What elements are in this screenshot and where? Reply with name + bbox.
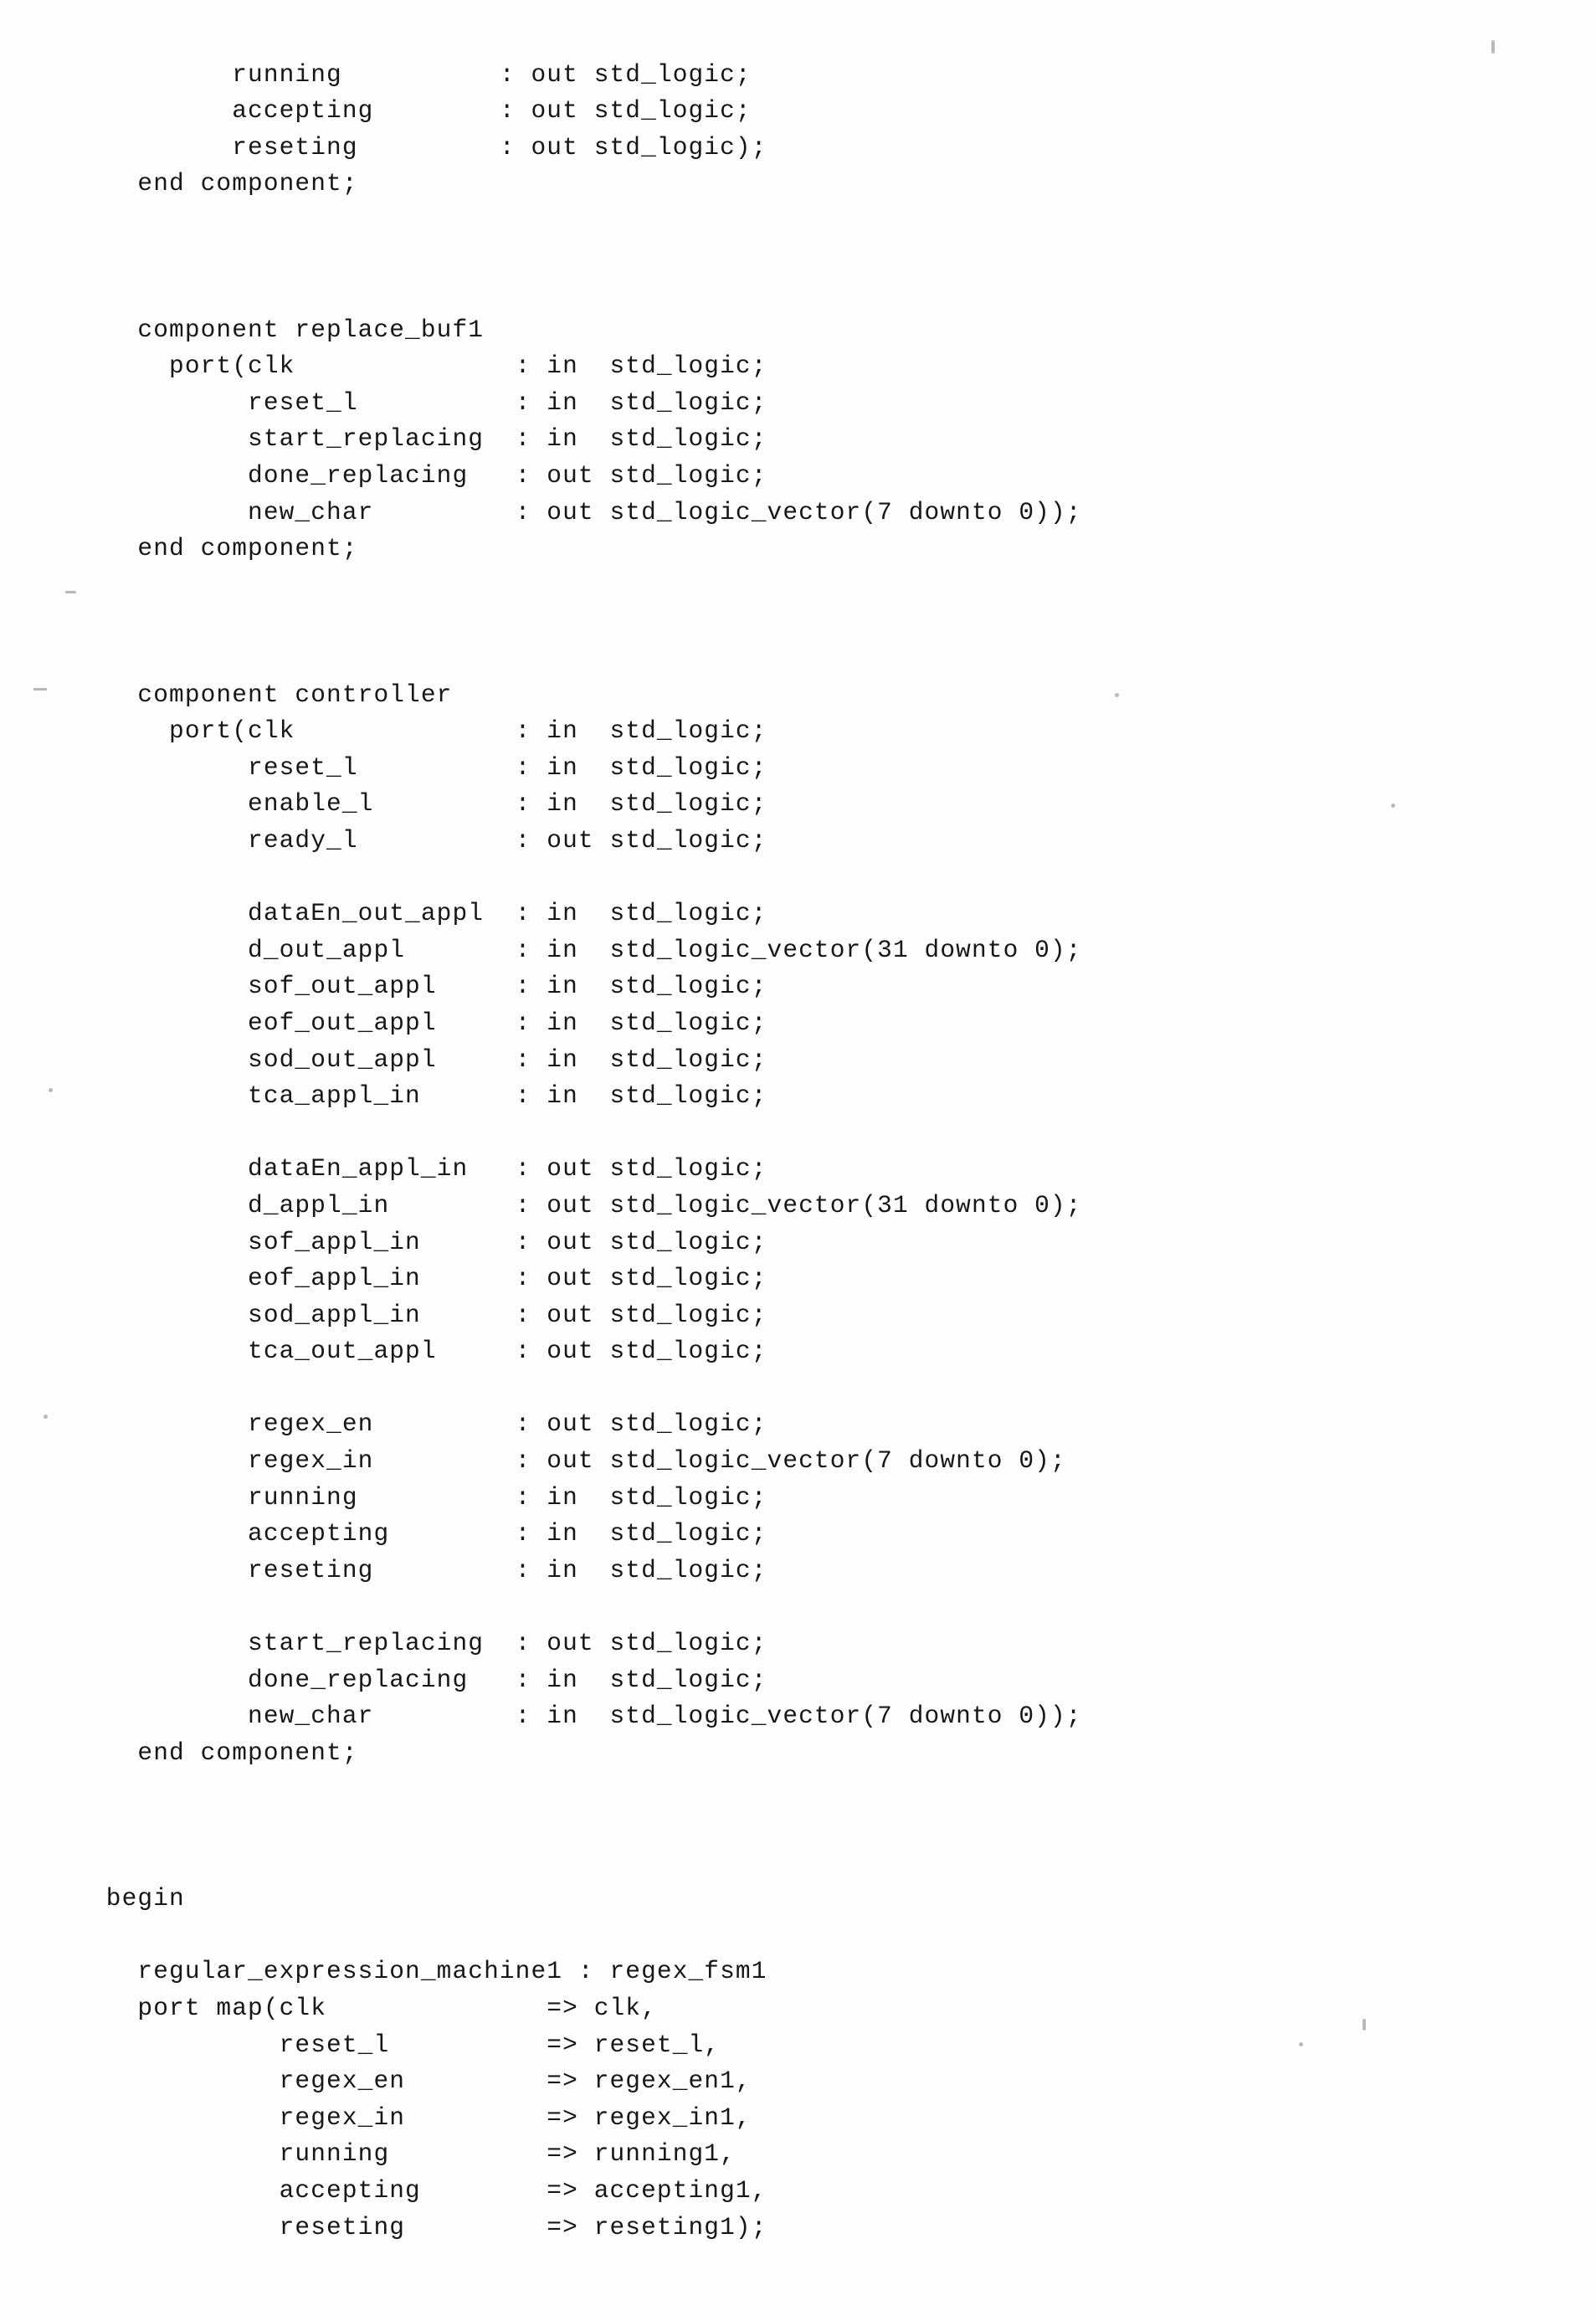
code-line: reseting => reseting1); — [90, 2212, 767, 2241]
code-line — [90, 603, 1513, 640]
code-line: eof_out_appl : in std_logic; — [90, 1008, 767, 1037]
code-line — [90, 1918, 1513, 1954]
code-line: running => running1, — [90, 2139, 736, 2169]
code-line: sof_out_appl : in std_logic; — [90, 972, 767, 1001]
code-line: start_replacing : in std_logic; — [90, 424, 767, 454]
code-line — [90, 1808, 1513, 1845]
code-line: reset_l => reset_l, — [90, 2030, 721, 2059]
code-line: port map(clk => clk, — [90, 1993, 657, 2022]
code-line — [90, 1771, 1513, 1808]
code-line: d_out_appl : in std_logic_vector(31 downto 0); — [90, 935, 1082, 964]
code-line: component replace_buf1 — [90, 315, 485, 344]
code-line: done_replacing : out std_logic; — [90, 461, 767, 490]
code-line — [90, 1845, 1513, 1882]
code-line: regex_en => regex_en1, — [90, 2067, 752, 2096]
code-line: port(clk : in std_logic; — [90, 716, 767, 746]
code-line: end component; — [90, 1738, 358, 1767]
code-line — [90, 567, 1513, 604]
code-line: end component; — [90, 169, 358, 198]
code-line — [90, 640, 1513, 677]
code-line: start_replacing : out std_logic; — [90, 1629, 767, 1658]
code-line: accepting : out std_logic; — [90, 96, 752, 126]
scan-speck — [33, 688, 47, 691]
code-line: reseting : out std_logic); — [90, 132, 767, 162]
code-line: reset_l : in std_logic; — [90, 752, 767, 782]
code-line: new_char : out std_logic_vector(7 downto 0)); — [90, 497, 1082, 526]
code-line: dataEn_appl_in : out std_logic; — [90, 1154, 767, 1184]
code-line: reseting : in std_logic; — [90, 1555, 767, 1584]
scan-speck — [1491, 40, 1495, 54]
code-line: sod_appl_in : out std_logic; — [90, 1300, 767, 1329]
code-line: running : in std_logic; — [90, 1482, 767, 1512]
code-line: running : out std_logic; — [90, 59, 752, 89]
code-line: tca_out_appl : out std_logic; — [90, 1337, 767, 1366]
code-line: begin — [90, 1884, 185, 1913]
scan-speck — [44, 1415, 48, 1419]
scan-speck — [49, 1088, 53, 1092]
code-line — [90, 860, 1513, 896]
code-line: tca_appl_in : in std_logic; — [90, 1081, 767, 1111]
code-line: new_char : in std_logic_vector(7 downto 0)); — [90, 1702, 1082, 1731]
code-line: component controller — [90, 680, 453, 709]
code-line — [90, 203, 1513, 239]
source-code-listing — [90, 57, 1513, 2247]
code-line: port(clk : in std_logic; — [90, 352, 767, 381]
code-line: sod_out_appl : in std_logic; — [90, 1045, 767, 1074]
code-line: accepting => accepting1, — [90, 2175, 767, 2205]
code-line: d_appl_in : out std_logic_vector(31 downto 0); — [90, 1190, 1082, 1220]
scan-speck — [65, 591, 76, 593]
code-line — [90, 239, 1513, 275]
code-line: regex_en : out std_logic; — [90, 1410, 767, 1439]
code-line: end component; — [90, 534, 358, 563]
code-line: ready_l : out std_logic; — [90, 825, 767, 855]
code-line: dataEn_out_appl : in std_logic; — [90, 899, 767, 928]
code-line: regex_in => regex_in1, — [90, 2103, 752, 2132]
code-line: done_replacing : in std_logic; — [90, 1665, 767, 1694]
code-line — [90, 1115, 1513, 1152]
code-line: enable_l : in std_logic; — [90, 789, 767, 819]
code-line: regex_in : out std_logic_vector(7 downto 0); — [90, 1446, 1066, 1476]
code-line — [90, 1370, 1513, 1407]
code-line: sof_appl_in : out std_logic; — [90, 1227, 767, 1256]
code-line: regular_expression_machine1 : regex_fsm1 — [90, 1957, 767, 1986]
code-line — [90, 1589, 1513, 1625]
code-line: eof_appl_in : out std_logic; — [90, 1264, 767, 1293]
code-line: accepting : in std_logic; — [90, 1519, 767, 1548]
code-line: reset_l : in std_logic; — [90, 388, 767, 417]
code-line — [90, 275, 1513, 312]
